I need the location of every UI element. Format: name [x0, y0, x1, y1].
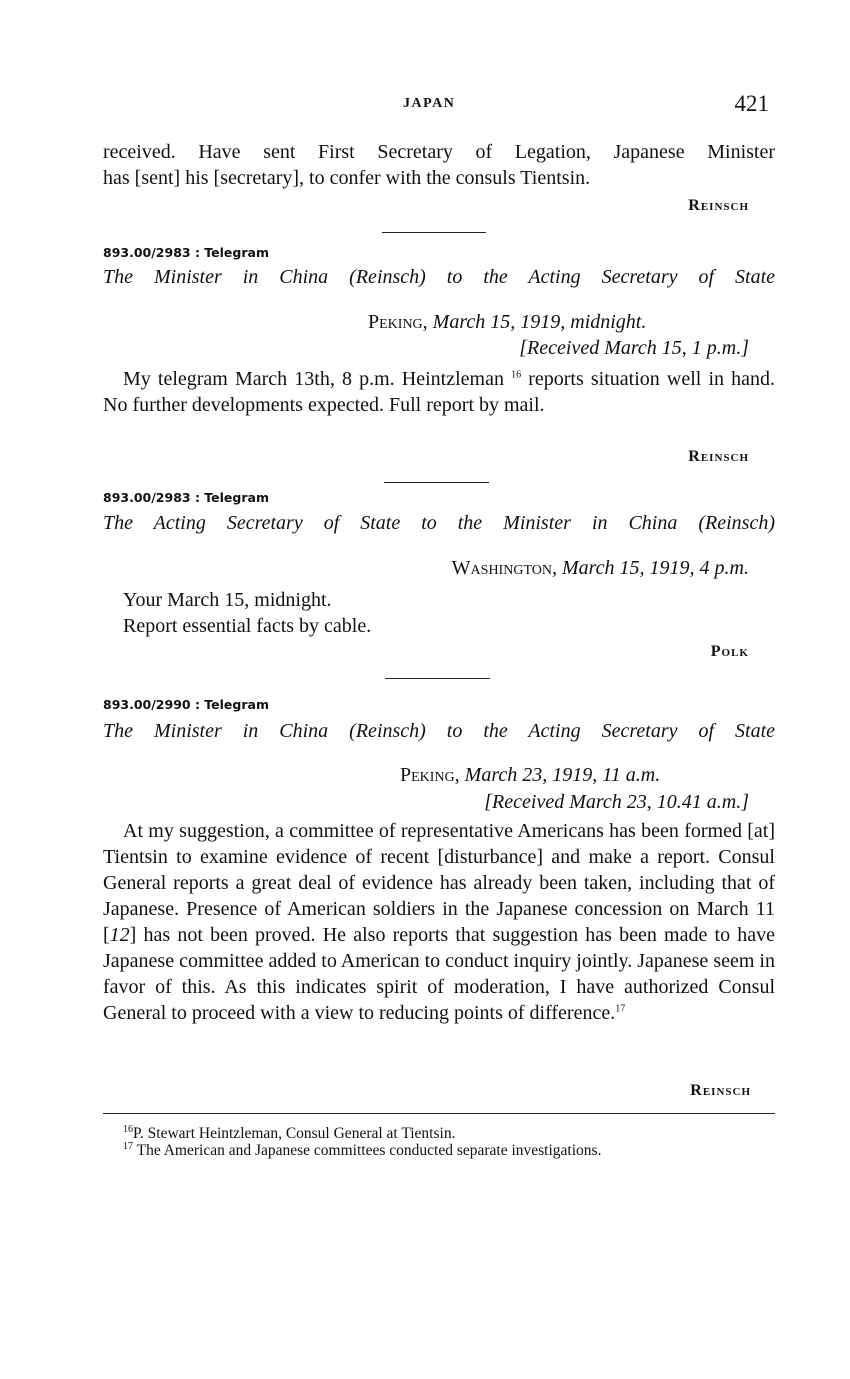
caption-1-post: ) to the Acting Secretary of State [419, 266, 776, 288]
caption-1-name: Reinsch [355, 266, 420, 288]
received-3-text: [Received March 23, 10.41 a.m.] [484, 791, 749, 813]
dateline-1-place: Peking, [368, 311, 428, 333]
received-3 [484, 791, 749, 814]
received-1-text: [Received March 15, 1 p.m.] [519, 337, 749, 359]
caption-2-pre: The Acting Secretary of State to the Minister in China ( [103, 512, 706, 534]
body-3-italic: 12 [109, 924, 130, 946]
footnote-16 [123, 1125, 455, 1143]
dateline-2 [452, 557, 749, 580]
dateline-1 [368, 311, 646, 334]
caption-3-name: Reinsch [355, 720, 420, 742]
body-1-text-b: reports situation well in hand. No further developments expected. Full report by mail. [103, 368, 775, 416]
footnote-17 [123, 1142, 601, 1160]
received-1 [519, 337, 749, 360]
page-header [103, 91, 775, 121]
body-1-paragraph [103, 366, 775, 418]
file-number-2: 893.00/2983 : Telegram [103, 490, 269, 505]
dateline-3 [400, 764, 660, 787]
file-number-3: 893.00/2990 : Telegram [103, 697, 269, 712]
footnote-17-text: The American and Japanese committees conducted separate investigations. [136, 1142, 602, 1159]
continuation-paragraph [103, 139, 775, 191]
footnote-17-mark: 17 [123, 1140, 133, 1152]
signature-polk: Polk [710, 643, 749, 660]
signature-reinsch-3: Reinsch [690, 1082, 751, 1099]
signature-reinsch-1: Reinsch [688, 197, 749, 214]
footnote-16-mark: 16 [123, 1123, 133, 1135]
footnote-ref-17: 17 [615, 1003, 626, 1015]
caption-3 [103, 720, 775, 743]
body-2-line-2: Report essential facts by cable. [123, 615, 372, 637]
body-3-text-b: ] has not been proved. He also reports that suggestion has been made to have Japanese committee added to American to conduct inquiry jointly. Japanese seem in favor of this. As this indicates spirit of moderation, I have authorized Consul General to proceed with a view to reducing points of difference. [103, 924, 775, 1024]
footnote-divider [103, 1113, 775, 1114]
dateline-2-date: March 15, 1919, 4 p.m. [561, 557, 749, 579]
caption-2 [103, 512, 775, 535]
caption-3-pre: The Minister in China ( [103, 720, 356, 742]
section-divider-2 [384, 482, 489, 483]
caption-1 [103, 266, 775, 289]
caption-2-post: ) [768, 512, 775, 534]
body-2-line-1: Your March 15, midnight. [123, 589, 332, 611]
dateline-2-place: Washington, [451, 557, 557, 579]
caption-2-name: Reinsch [705, 512, 769, 534]
body-3-text-a: At my suggestion, a committee of representative Americans has been formed [at] Tientsin to examine evidence of recent [disturbance] and make a report. Consul General reports a great deal of evidence has already been taken, including that of Japanese. Presence of American soldiers in the Japanese concession on March 11 [ [103, 820, 775, 946]
dateline-3-place: Peking, [400, 764, 460, 786]
dateline-1-date: March 15, 1919, midnight. [432, 311, 647, 333]
footnote-16-text: P. Stewart Heintzleman, Consul General at Tientsin. [133, 1125, 456, 1142]
body-1-text-a: My telegram March 13th, 8 p.m. Heintzleman [123, 368, 504, 390]
body-3-paragraph [103, 818, 775, 1026]
body-1 [103, 366, 775, 418]
section-divider-3 [385, 678, 490, 679]
caption-3-post: ) to the Acting Secretary of State [419, 720, 776, 742]
file-number-1: 893.00/2983 : Telegram [103, 245, 269, 260]
continuation-line-2: has [sent] his [secretary], to confer with the consuls Tientsin. [103, 167, 591, 189]
signature-reinsch-2: Reinsch [688, 448, 749, 465]
dateline-3-date: March 23, 1919, 11 a.m. [464, 764, 661, 786]
running-head: JAPAN [403, 96, 456, 111]
body-2 [103, 587, 775, 639]
body-3 [103, 818, 775, 1026]
continuation-line-1: received. Have sent First Secretary of Legation, Japanese Minister [103, 141, 775, 163]
page-number: 421 [734, 91, 769, 116]
footnote-ref-16: 16 [511, 369, 522, 381]
caption-1-pre: The Minister in China ( [103, 266, 356, 288]
section-divider-1 [382, 232, 486, 233]
